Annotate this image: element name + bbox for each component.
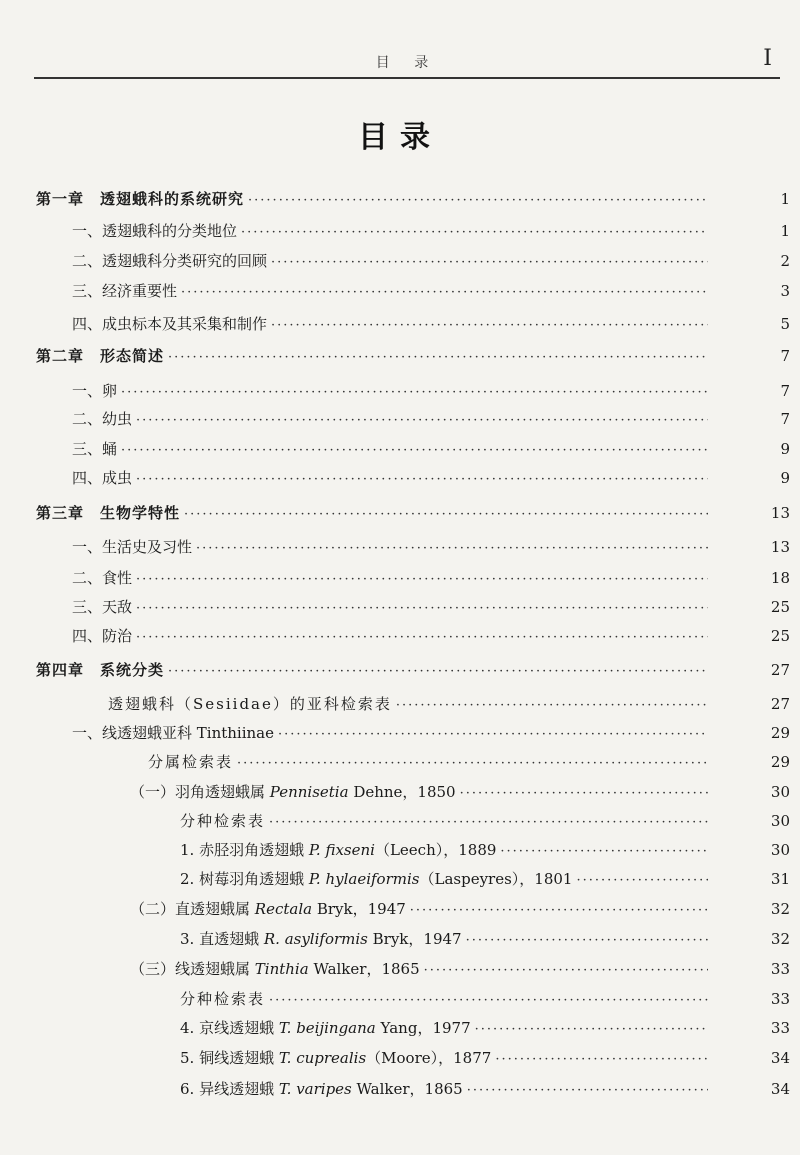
taxon-authority: （Moore），1877 [366,1049,492,1067]
toc-entry-label: 三、蛹 [72,440,118,458]
entry-prefix: 3. 直透翅蛾 [180,930,264,948]
toc-entry-label: 二、透翅蛾科分类研究的回顾 [72,252,268,270]
dot-leader [271,252,708,274]
running-head [34,46,780,78]
toc-entry-label [130,958,420,980]
taxon-authority: Bryk，1947 [312,900,406,918]
dot-leader [168,347,708,369]
toc-entry-label: 透翅蛾科（Sesiidae）的亚科检索表 [108,695,392,713]
toc-entry-label: 四、防治 [72,627,133,645]
toc-entry[interactable] [72,220,790,242]
toc-page-number: 25 [770,627,790,645]
toc-entry[interactable] [180,839,790,861]
toc-entry-label: 分属检索表 [148,753,234,771]
toc-entry-label: 四、成虫标本及其采集和制作 [72,315,268,333]
dot-leader [278,724,708,746]
toc-entry-label: 四、成虫 [72,469,133,487]
toc-entry[interactable] [72,380,790,402]
toc-chapter-entry[interactable] [36,188,790,210]
toc-entry-label: 分种检索表 [180,990,266,1008]
dot-leader [460,783,708,805]
toc-entry-label: 一、线透翅蛾亚科 Tinthiinae [72,724,274,742]
toc-entry[interactable] [180,1017,790,1039]
toc-page-number: 5 [780,315,790,333]
toc-page-number: 9 [780,469,790,487]
toc-entry[interactable] [72,567,790,589]
dot-leader [466,930,708,952]
toc-entry[interactable] [72,722,790,744]
entry-prefix: 5. 铜线透翅蛾 [180,1049,279,1067]
toc-entry[interactable] [72,313,790,335]
toc-chapter-entry[interactable] [36,659,790,681]
dot-leader [241,222,708,244]
dot-leader [121,440,708,462]
entry-prefix: 2. 树莓羽角透翅蛾 [180,870,309,888]
toc-page-number: 33 [770,1019,790,1037]
toc-page-number: 2 [780,252,790,270]
toc-page-number: 9 [780,440,790,458]
entry-prefix: （二）直透翅蛾属 [130,900,255,918]
dot-leader [269,812,708,834]
entry-prefix: （一）羽角透翅蛾属 [130,783,270,801]
toc-entry[interactable] [72,467,790,489]
dot-leader [184,504,708,526]
dot-leader [196,538,708,560]
toc-entry[interactable] [180,928,790,950]
chapter-title: 透翅蛾科的系统研究 [100,190,245,208]
toc-page-number: 7 [780,410,790,428]
toc-page-number: 33 [770,990,790,1008]
toc-entry[interactable] [180,868,790,890]
entry-prefix: （三）线透翅蛾属 [130,960,255,978]
taxon-authority: Bryk，1947 [367,930,462,948]
chapter-number: 第三章 [36,504,85,522]
toc-entry-label: 一、透翅蛾科的分类地位 [72,222,238,240]
toc-page-number: 25 [770,598,790,616]
chapter-title: 系统分类 [100,661,165,679]
taxon-name: T. cuprealis [278,1049,367,1067]
toc-title: 目录 [358,120,442,155]
toc-page-number: 30 [770,812,790,830]
dot-leader [136,627,708,649]
dot-leader [467,1080,708,1102]
dot-leader [168,661,708,683]
toc-page-number: 13 [770,538,790,556]
taxon-authority: Walker，1865 [308,960,420,978]
toc-entry[interactable] [72,408,790,430]
taxon-name: P. fixseni [308,841,375,859]
toc-page-number: 32 [770,930,790,948]
toc-page-number: 29 [770,753,790,771]
toc-page-number: 18 [770,569,790,587]
dot-leader [500,841,708,863]
dot-leader [121,382,708,404]
dot-leader [136,598,708,620]
toc-chapter-entry[interactable] [36,502,790,524]
toc-page-number: 27 [770,661,790,679]
toc-entry[interactable] [130,781,790,803]
toc-entry-label [36,659,164,681]
toc-entry-label [180,839,496,861]
toc-entry[interactable] [72,280,790,302]
toc-entry-label [180,928,462,950]
toc-entry-label: 二、幼虫 [72,410,133,428]
chapter-number: 第四章 [36,661,85,679]
entry-prefix: 6. 异线透翅蛾 [180,1080,279,1098]
toc-entry[interactable] [108,693,790,715]
toc-page-number: 32 [770,900,790,918]
toc-entry-label: 二、食性 [72,569,133,587]
dot-leader [237,753,708,775]
toc-entry-label [36,345,164,367]
taxon-name: P. hylaeiformis [308,870,420,888]
toc-page-number: 34 [770,1049,790,1067]
toc-entry-label: 分种检索表 [180,812,266,830]
toc-entry[interactable] [148,751,790,773]
dot-leader [248,190,708,212]
toc-entry[interactable] [72,250,790,272]
entry-prefix: 4. 京线透翅蛾 [180,1019,279,1037]
toc-entry[interactable] [180,1078,790,1100]
chapter-number: 第一章 [36,190,85,208]
toc-entry-label [36,502,180,524]
taxon-authority: Dehne，1850 [348,783,456,801]
toc-page-number: 29 [770,724,790,742]
toc-page-number: 34 [770,1080,790,1098]
toc-entry-label [130,781,456,803]
taxon-authority: Walker，1865 [351,1080,463,1098]
chapter-title: 形态简述 [100,347,165,365]
dot-leader [495,1049,708,1071]
taxon-name: T. varipes [278,1080,352,1098]
toc-chapter-entry[interactable] [36,345,790,367]
dot-leader [424,960,708,982]
toc-entry-label: 三、天敌 [72,598,133,616]
dot-leader [181,282,708,304]
toc-entry-label [36,188,244,210]
toc-page-number: 7 [780,382,790,400]
taxon-name: Rectala [254,900,313,918]
dot-leader [136,569,708,591]
running-head-title: 目 录 [375,55,439,71]
toc-entry[interactable] [180,1047,790,1069]
toc-page-number: 30 [770,841,790,859]
toc-entry-label: 三、经济重要性 [72,282,178,300]
taxon-name: R. asyliformis [263,930,368,948]
toc-entry[interactable] [180,810,790,832]
dot-leader [576,870,708,892]
toc-page-number: 27 [770,695,790,713]
dot-leader [271,315,708,337]
chapter-title: 生物学特性 [100,504,181,522]
taxon-name: Tinthia [254,960,309,978]
toc-entry-label [180,1047,491,1069]
toc-page-number: 30 [770,783,790,801]
toc-page-number: 3 [780,282,790,300]
toc-entry[interactable] [72,536,790,558]
toc-entry[interactable] [72,438,790,460]
toc-entry[interactable] [180,988,790,1010]
taxon-authority: Yang，1977 [375,1019,471,1037]
toc-page-number: 31 [770,870,790,888]
toc-entry-label [180,868,572,890]
toc-entry-label [130,898,406,920]
chapter-number: 第二章 [36,347,85,365]
dot-leader [396,695,708,717]
toc-entry-label [180,1078,463,1100]
toc-page-number: 13 [770,504,790,522]
taxon-authority: （Leech），1889 [374,841,497,859]
taxon-name: Pennisetia [269,783,349,801]
dot-leader [136,469,708,491]
toc-entry[interactable] [72,596,790,618]
toc-page-number: 1 [780,190,790,208]
toc-entry[interactable] [130,958,790,980]
taxon-authority: （Laspeyres），1801 [419,870,573,888]
dot-leader [136,410,708,432]
dot-leader [269,990,708,1012]
toc-page-number: 33 [770,960,790,978]
entry-prefix: 1. 赤胫羽角透翅蛾 [180,841,309,859]
dot-leader [410,900,708,922]
toc-entry[interactable] [130,898,790,920]
toc-entry[interactable] [72,625,790,647]
running-head-page-number: I [763,46,772,71]
taxon-name: T. beijingana [278,1019,376,1037]
toc-entry-label: 一、生活史及习性 [72,538,193,556]
dot-leader [475,1019,708,1041]
toc-page-number: 1 [780,222,790,240]
toc-entry-label [180,1017,471,1039]
toc-entry-label: 一、卵 [72,382,118,400]
header-rule [34,77,780,79]
toc-page-number: 7 [780,347,790,365]
